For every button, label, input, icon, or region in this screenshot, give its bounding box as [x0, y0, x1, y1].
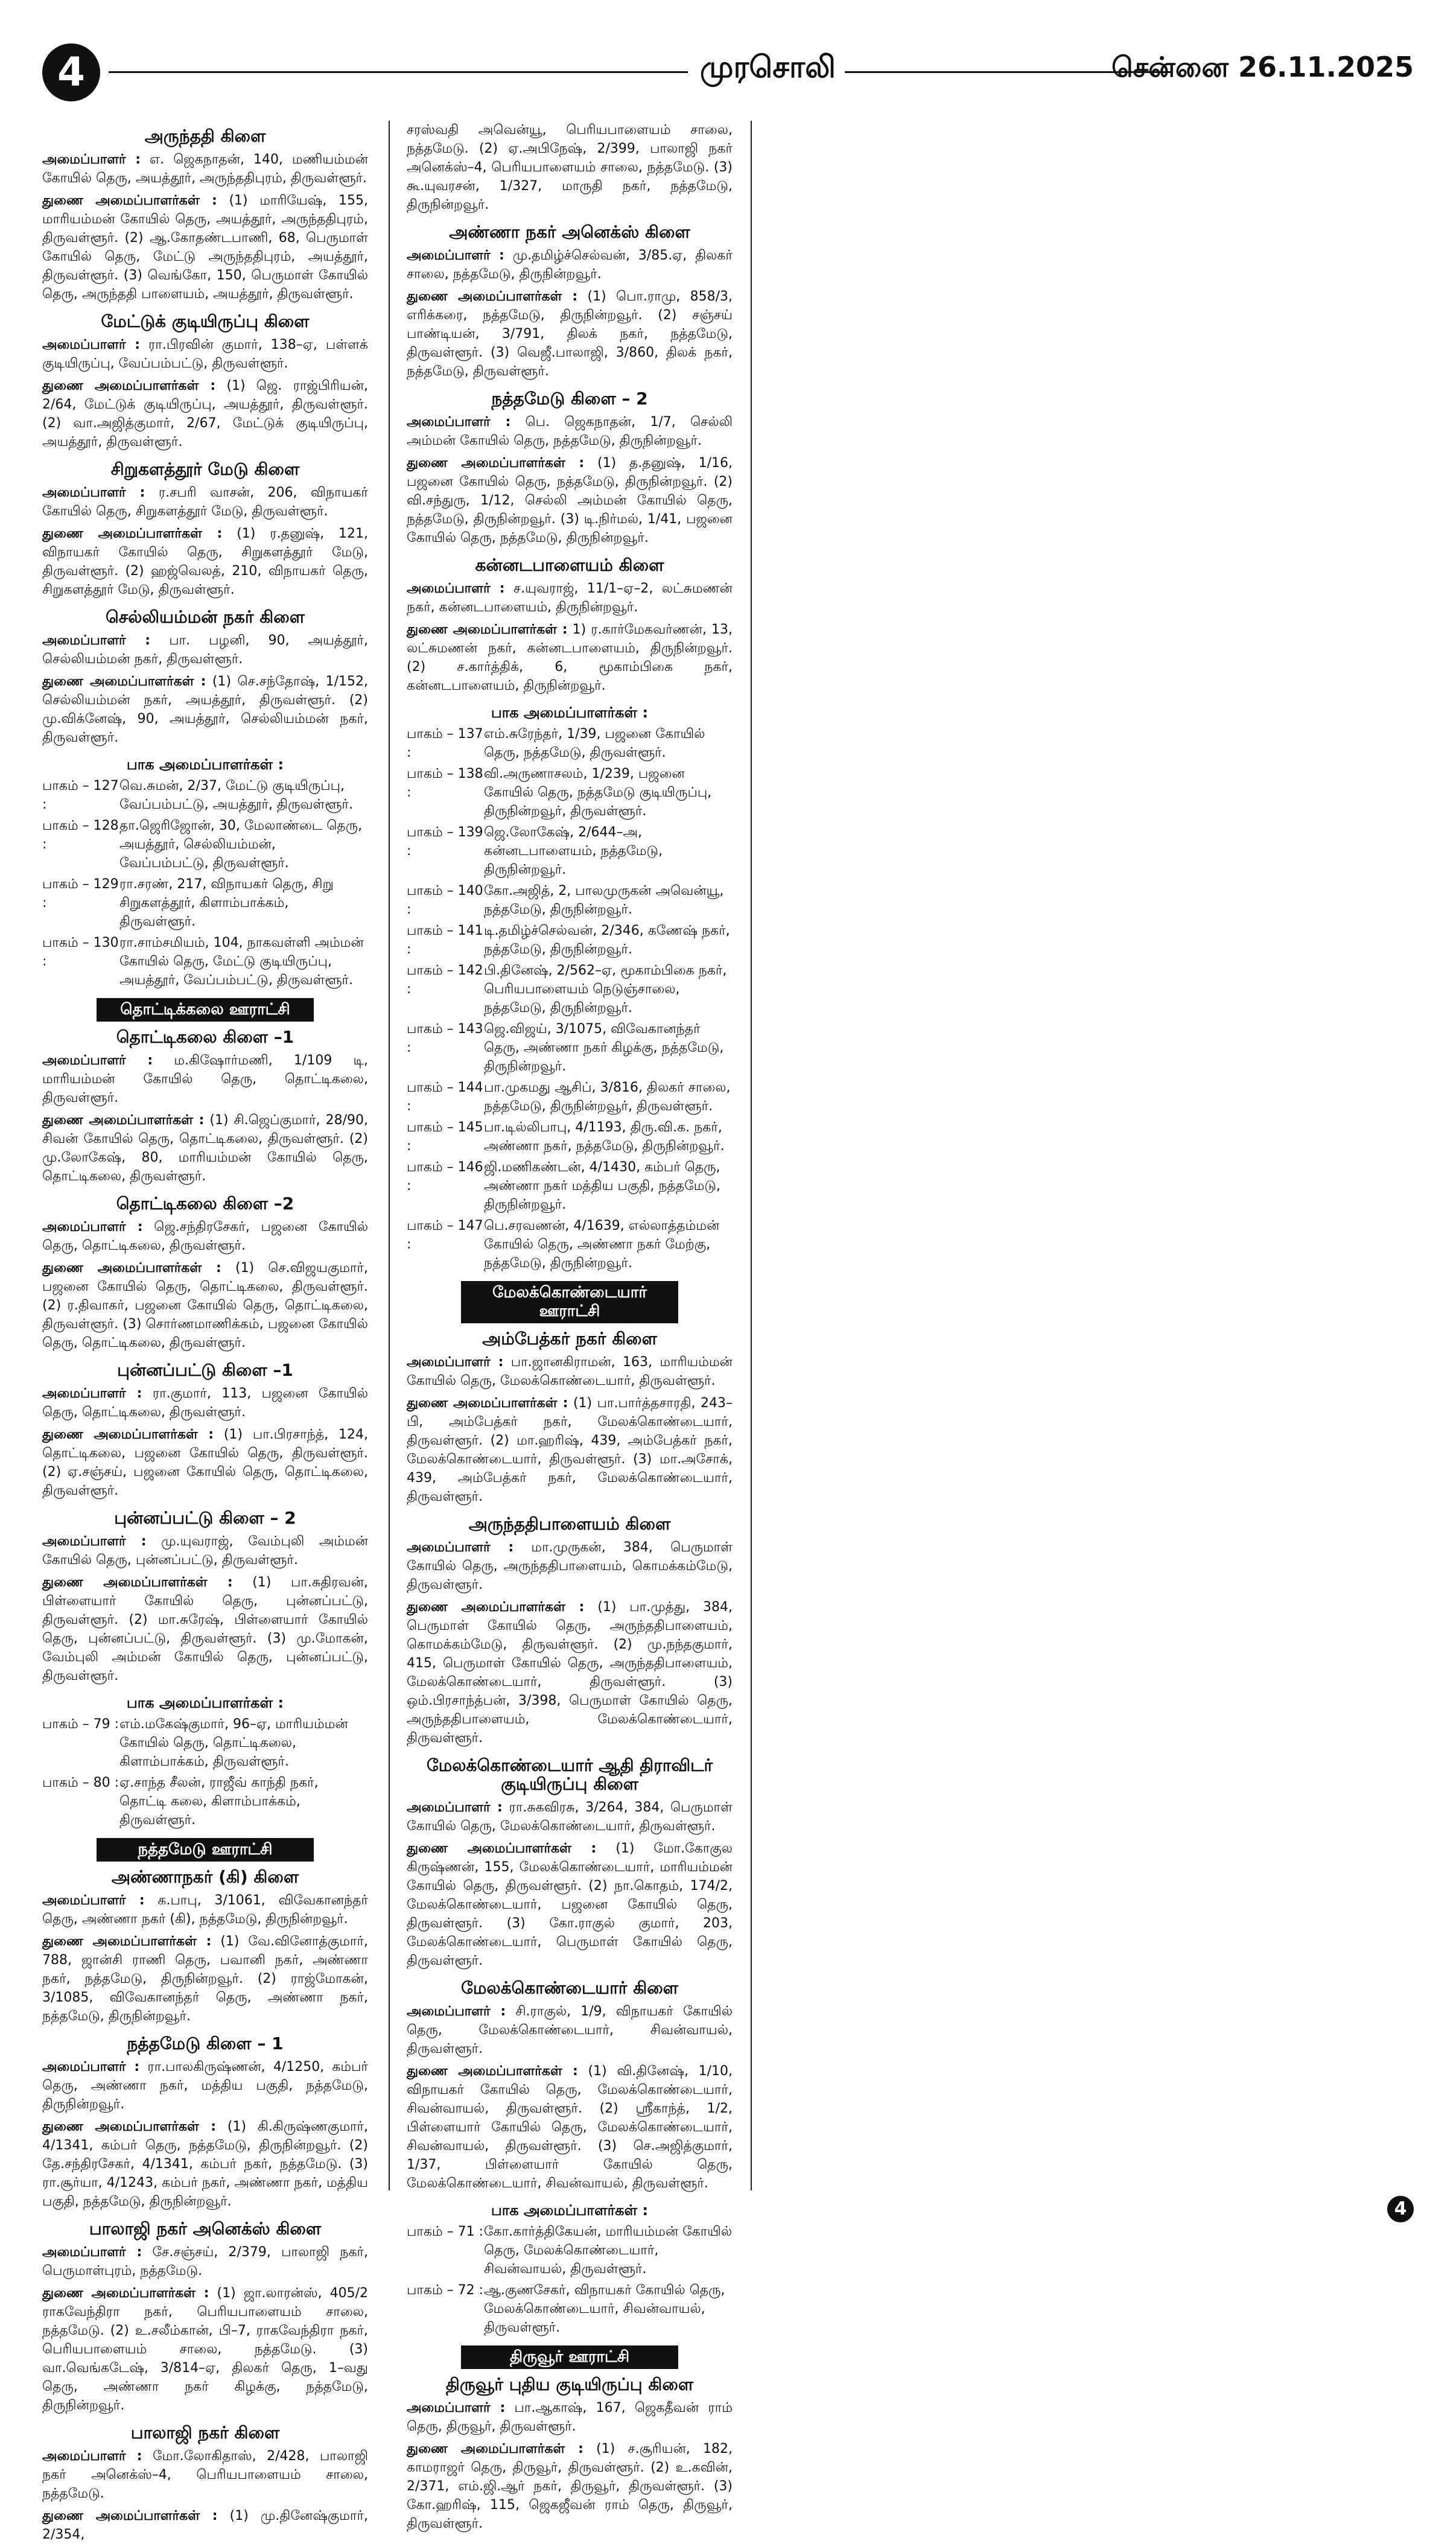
officer-entry [407, 620, 733, 695]
ward-number: பாகம் – 137 : [407, 727, 483, 760]
officer-entry [42, 150, 368, 188]
column-divider [751, 121, 752, 2190]
officer-entry [42, 2284, 368, 2415]
officer-entry [42, 191, 368, 304]
officer-entry [407, 287, 733, 381]
ward-row [407, 961, 733, 1017]
officer-text: (1) த.தனுஷ், 1/16, பஜனை கோயில் தெரு, நத்தமேடு, திருநின்றவூர். (2) வி.சந்துரு, 1/12, செல்லி அம்மன் கோயில் தெரு, நத்தமேடு, திருநின்றவூர். (3) டி.நிர்மல், 1/41, பஜனை கோயில் தெரு, நத்தமேடு, திருநின்றவூர். [407, 456, 733, 545]
officer-text: ச.யுவராஜ், 11/1–ஏ–2, லட்சுமணன் நகர், கன்னடபாளையம், திருநின்றவூர். [407, 581, 733, 615]
role-label: அமைப்பாளர் : [407, 248, 504, 263]
branch-title: திருவூர் புதிய குடியிருப்பு கிளை [445, 2374, 694, 2394]
officer-text: (1) பா.பிரசாந்த், 124, தொட்டிகலை, பஜனை கோயில் தெரு, திருவள்ளூர். (2) ஏ.சஞ்சய், பஜனை கோயில் தெரு, தொட்டிகலை, திருவள்ளூர். [42, 1427, 369, 1498]
officer-entry [407, 246, 733, 284]
header-rule-left [109, 71, 688, 73]
officer-text: (1) வி.தினேஷ், 1/10, விநாயகர் கோயில் தெரு, மேலக்கொண்டையார், சிவன்வாயல், திருவள்ளூர். (2) ஸ்ரீகாந்த், 1/2, பிள்ளையார் கோயில் தெரு, மேலக்கொண்டையார், சிவன்வாயல், திருவள்ளூர். (3) செ.அஜித்குமார், 1/37, பிள்ளையார் கோயில் தெரு, மேலக்கொண்டையார், சிவன்வாயல், திருவள்ளூர். [407, 2064, 733, 2191]
page-header [42, 43, 1414, 104]
role-label: துணை அமைப்பாளர்கள் : [42, 1261, 221, 1276]
officer-text: (1) பொ.ராமு, 858/3, எரிக்கரை, நத்தமேடு, திருநின்றவூர். (2) சஞ்சய் பாண்டியன், 3/791, திலக் நகர், நத்தமேடு, திருவள்ளூர். (3) வெஜீ.பாலாஜி, 3/860, திலக் நகர், நத்தமேடு, திருவள்ளூர். [407, 289, 733, 379]
officer-text: (1) பா.சுதிரவன், பிள்ளையார் கோயில் தெரு, புன்னப்பட்டு, திருவள்ளூர். (2) மா.சுரேஷ், பிள்ளையார் கோயில் தெரு, புன்னப்பட்டு, திருவள்ளூர். (3) மு.மோகன், வேம்புலி அம்மன் கோயில் தெரு, புன்னப்பட்டு, திருவள்ளூர். [42, 1575, 368, 1684]
branch-section [407, 2375, 733, 2533]
officer-text: மு.தமிழ்ச்செல்வன், 3/85.ஏ, திலகர் சாலை, நத்தமேடு, திருநின்றவூர். [407, 248, 733, 282]
ward-number: பாகம் – 140 : [407, 883, 483, 917]
role-label: துணை அமைப்பாளர்கள் : [42, 1427, 214, 1442]
officer-text: (1) மோ.கோகுல கிருஷ்ணன், 155, மேலக்கொண்டையார், மாரியம்மன் கோயில் தெரு, திருவள்ளூர். (2) நா.கொதம், 174/2, மேலக்கொண்டையார், பஜனை கோயில் தெரு, திருவள்ளூர். (3) கோ.ராகுல் குமார், 203, மேலக்கொண்டையார், பெருமாள் கோயில் தெரு, திருவள்ளூர். [407, 1841, 733, 1968]
officer-entry [42, 524, 368, 599]
ward-row [407, 921, 733, 959]
officer-text: ர.சபரி வாசன், 206, விநாயகர் கோயில் தெரு, சிறுகளத்தூர் மேடு, திருவள்ளூர். [42, 485, 368, 519]
ward-officer: கோ.அஜித், 2, பாலமுருகன் அவென்யூ, நத்தமேடு, திருநின்றவூர். [484, 883, 724, 917]
ward-number: பாகம் – 128 : [42, 818, 119, 852]
officer-text: (1) ச.சூரியன், 182, காமராஜர் தெரு, திருவூர், திருவள்ளூர். (2) உ.கவின், 2/371, எம்.ஜி.ஆர் நகர், திருவூர், திருவள்ளூர். (3) கோ.ஹரிஷ், 115, ஜெகஜீவன் ராம் தெரு, திருவூர், திருவள்ளூர். [407, 2441, 733, 2531]
ward-row [407, 1158, 733, 1214]
ward-row [407, 1020, 733, 1076]
ward-officer: கோ.கார்த்திகேயன், மாரியம்மன் கோயில் தெரு, மேலக்கொண்டையார், சிவன்வாயல், திருவள்ளூர். [484, 2224, 733, 2277]
branch-title: அண்ணா நகர் அனெக்ஸ் கிளை [449, 222, 690, 242]
role-label: அமைப்பாளர் : [407, 415, 511, 430]
officer-text: சி.ராகுல், 1/9, விநாயகர் கோயில் தெரு, மேலக்கொண்டையார், சிவன்வாயல், திருவள்ளூர். [407, 2004, 733, 2056]
ward-number: பாகம் – 142 : [407, 963, 483, 997]
branch-title: பாலாஜி நகர் கிளை [130, 2423, 280, 2443]
role-label: துணை அமைப்பாளர்கள் : [407, 2064, 578, 2079]
officer-text: எ. ஜெகநாதன், 140, மணியம்மன் கோயில் தெரு, அயத்தூர், அருந்ததிபுரம், திருவள்ளூர். [42, 152, 368, 186]
officer-text: (1) செ.சந்தோஷ், 1/152, செல்லியம்மன் நகர், அயத்தூர், திருவள்ளூர். (2) மு.விக்னேஷ், 90, அயத்தூர், செல்லியம்மன் நகர், திருவள்ளூர். [42, 674, 369, 745]
officer-entry [407, 413, 733, 450]
branch-title: நத்தமேடு கிளை – 2 [491, 389, 648, 409]
role-label: அமைப்பாளர் : [42, 1534, 147, 1549]
branch-title: மேலக்கொண்டையார் கிளை [460, 1978, 679, 1998]
officer-text: பா.ஜானகிராமன், 163, மாரியம்மன் கோயில் தெரு, மேலக்கொண்டையார், திருவள்ளூர். [407, 1355, 733, 1388]
branch-title: அருந்ததிபாளையம் கிளை [468, 1514, 671, 1534]
ward-list-heading: பாக அமைப்பாளர்கள் : [491, 2202, 649, 2219]
role-label: அமைப்பாளர் : [42, 633, 151, 648]
branch-section [407, 1979, 733, 2193]
officer-text: மா.முருகன், 384, பெருமாள் கோயில் தெரு, அருந்ததிபாளையம், கொமக்கம்மேடு, திருவள்ளூர். [407, 1540, 733, 1592]
branch-section [42, 1509, 368, 1685]
role-label: அமைப்பாளர் : [407, 2004, 506, 2019]
ward-row [407, 882, 733, 919]
officer-text: (1) மாரியேஷ், 155, மாரியம்மன் கோயில் தெரு, அயத்தூர், அருந்ததிபுரம், திருவள்ளூர். (2) ஆ.கோதண்டபாணி, 68, பெருமாள் கோயில் தெரு, மேட்டு அருந்ததிபுரம், அயத்தூர், திருவள்ளூர். (3) வெங்கோ, 150, பெருமாள் கோயில் தெரு, அருந்ததி பாளையம், அயத்தூர், திருவள்ளூர். [42, 193, 369, 302]
panchayat-heading: தொட்டிக்கலை ஊராட்சி [97, 998, 314, 1022]
officer-text: ரா.பாலகிருஷ்ணன், 4/1250, கம்பர் தெரு, அண்ணா நகர், மத்திய பகுதி, நத்தமேடு, திருநின்றவூர். [42, 2059, 368, 2112]
branch-section [407, 121, 733, 214]
branch-title: சிறுகளத்தூர் மேடு கிளை [110, 459, 300, 479]
ward-number: பாகம் – 144 : [407, 1080, 483, 1114]
officer-entry [407, 2002, 733, 2058]
branch-section [407, 223, 733, 381]
columns-area [42, 121, 1414, 2542]
ward-number: பாகம் – 138 : [407, 766, 483, 800]
officer-text: ரா.பிரவின் குமார், 138–ஏ, பள்ளக் குடியிருப்பு, வேப்பம்பட்டு, திருவள்ளூர். [42, 337, 368, 371]
ward-officer: ஜி.மணிகண்டன், 4/1430, கம்பர் தெரு, அண்ணா நகர் மத்திய பகுதி, நத்தமேடு, திருநின்றவூர். [484, 1160, 721, 1212]
branch-title: பாலாஜி நகர் அனெக்ஸ் கிளை [89, 2219, 322, 2239]
branch-section [407, 556, 733, 695]
role-label: அமைப்பாளர் : [407, 2400, 506, 2415]
branch-section [407, 1756, 733, 1970]
masthead: முரசொலி [700, 49, 836, 84]
officer-text: மோ.லோகிதாஸ், 2/428, பாலாஜி நகர் அனெக்ஸ்–4, பெரியபாளையம் சாலை, நத்தமேடு. [42, 2449, 368, 2501]
ward-number: பாகம் – 146 : [407, 1160, 483, 1194]
officer-entry [42, 2447, 368, 2503]
officer-entry [407, 1353, 733, 1390]
role-label: அமைப்பாளர் : [42, 1386, 142, 1401]
ward-officer: ஏ.சாந்த சீலன், ராஜீவ் காந்தி நகர், தொட்டி கலை, கிளாம்பாக்கம், திருவள்ளூர். [119, 1775, 319, 1828]
ward-number: பாகம் – 141 : [407, 923, 483, 957]
officer-entry [407, 2399, 733, 2436]
ward-officer: ஜெ.லோகேஷ், 2/644–அ, கன்னடபாளையம், நத்தமேடு, திருநின்றவூர். [484, 825, 663, 877]
officer-entry [42, 1573, 368, 1685]
ward-row [42, 875, 368, 931]
role-label: துணை அமைப்பாளர்கள் : [42, 2508, 218, 2523]
branch-section [42, 1028, 368, 1186]
branch-title: அருந்ததி கிளை [144, 126, 266, 146]
branch-title: செல்லியம்மன் நகர் கிளை [106, 607, 305, 627]
ward-number: பாகம் – 145 : [407, 1120, 483, 1154]
branch-section [42, 1361, 368, 1500]
role-label: அமைப்பாளர் : [42, 1053, 153, 1068]
officer-entry [42, 1111, 368, 1186]
ward-officer: ரா.சாம்சமியம், 104, நாகவள்ளி அம்மன் கோயில் தெரு, மேட்டு குடியிருப்பு, அயத்தூர், வேப்பம்பட்டு, திருவள்ளூர். [119, 935, 364, 988]
officer-text: ரா.சுகவிரசு, 3/264, 384, பெருமாள் கோயில் தெரு, மேலக்கொண்டையார், திருவள்ளூர். [407, 1800, 733, 1834]
role-label: துணை அமைப்பாளர்கள் : [42, 193, 217, 208]
page-number-footer: 4 [1387, 2196, 1414, 2222]
branch-section [407, 389, 733, 547]
ward-row [407, 725, 733, 762]
role-label: துணை அமைப்பாளர்கள் : [407, 1600, 585, 1615]
ward-row [407, 1216, 733, 1273]
city-date: சென்னை 26.11.2025 [1111, 51, 1414, 83]
officer-text: (1) ர.தனுஷ், 121, விநாயகர் கோயில் தெரு, சிறுகளத்தூர் மேடு, திருவள்ளூர். (2) ஹஜ்வெலத், 210, விநாயகர் தெரு, சிறுகளத்தூர் மேடு, திருவள்ளூர். [42, 526, 368, 597]
ward-row [407, 765, 733, 821]
ward-number: பாகம் – 130 : [42, 935, 119, 969]
branch-title: நத்தமேடு கிளை – 1 [127, 2034, 284, 2053]
role-label: துணை அமைப்பாளர்கள் : [42, 1934, 212, 1949]
column-1 [42, 121, 369, 2542]
role-label: அமைப்பாளர் : [407, 581, 505, 596]
officer-text: (1) ஜா.லாரன்ஸ், 405/2 ராகவேந்திரா நகர், பெரியபாளையம் சாலை, நத்தமேடு. (2) உ.சலீம்கான், பி–7, ராகவேந்திரா நகர், பெரியபாளையம் சாலை, நத்தமேடு. (3) வா.வெங்கடேஷ், 3/814–ஏ, திலகர் தெரு, 1–வது தெரு, அண்ணா நகர் கிழக்கு, நத்தமேடு, திருநின்றவூர். [42, 2286, 369, 2413]
role-label: துணை அமைப்பாளர்கள் : [407, 1396, 568, 1411]
role-label: அமைப்பாளர் : [407, 1800, 503, 1815]
officer-text: மு.யுவராஜ், வேம்புலி அம்மன் கோயில் தெரு, புன்னப்பட்டு, திருவள்ளூர். [42, 1534, 369, 1568]
ward-row [407, 2281, 733, 2337]
officer-entry [407, 2062, 733, 2193]
ward-number: பாகம் – 80 : [42, 1775, 119, 1790]
ward-officer: டி.தமிழ்ச்செல்வன், 2/346, கணேஷ் நகர், நத்தமேடு, திருநின்றவூர். [484, 923, 730, 957]
officer-entry [42, 335, 368, 373]
officer-text: பெ. ஜெகநாதன், 1/7, செல்லி அம்மன் கோயில் தெரு, நத்தமேடு, திருநின்றவூர். [407, 415, 733, 448]
officer-entry [42, 377, 368, 451]
officer-text: 1) ர.கார்மேகவர்ணன், 13, லட்சுமணன் நகர், கன்னடபாளையம், திருநின்றவூர். (2) ச.கார்த்திக், 6, மூகாம்பிகை நகர், கன்னடபாளையம், திருநின்றவூர். [407, 622, 733, 693]
branch-title: மேட்டுக் குடியிருப்பு கிளை [101, 311, 310, 331]
ward-officer: பெ.சரவணன், 4/1639, எல்லாத்தம்மன் கோயில் தெரு, அண்ணா நகர் மேற்கு, நத்தமேடு, திருநின்றவூர். [484, 1218, 720, 1271]
branch-section [42, 1194, 368, 1352]
officer-entry [42, 1218, 368, 1255]
ward-row [42, 816, 368, 873]
column-2 [407, 121, 733, 2531]
officer-entry [42, 2117, 368, 2211]
ward-officer: தா.ஜெரிஜோன், 30, மேலாண்டை தெரு, அயத்தூர், செல்லியம்மன், வேப்பம்பட்டு, திருவள்ளூர். [119, 818, 363, 871]
branch-title: புன்னப்பட்டு கிளை –1 [117, 1360, 293, 1380]
officer-text: (1) ஜெ. ராஜ்பிரியன், 2/64, மேட்டுக் குடியிருப்பு, அயத்தூர், திருவள்ளூர். (2) வா.அஜித்குமார், 2/67, மேட்டுக் குடியிருப்பு, அயத்தூர், திருவள்ளூர். [42, 378, 368, 450]
officer-entry [42, 1051, 368, 1107]
ward-officer: பி.தினேஷ், 2/562–ஏ, மூகாம்பிகை நகர், பெரியபாளையம் நெடுஞ்சாலை, நத்தமேடு, திருநின்றவூர். [484, 963, 727, 1016]
branch-section [407, 1329, 733, 1506]
column-divider [389, 121, 390, 2190]
ward-row [407, 2222, 733, 2278]
branch-title: தொட்டிகலை கிளை –1 [116, 1027, 294, 1047]
ward-number: பாகம் – 147 : [407, 1218, 483, 1252]
ward-officer: வெ.சுமன், 2/37, மேட்டு குடியிருப்பு, வேப்பம்பட்டு, அயத்தூர், திருவள்ளூர். [119, 778, 354, 812]
role-label: அமைப்பாளர் : [42, 485, 145, 500]
officer-entry [42, 483, 368, 521]
ward-number: பாகம் – 143 : [407, 1022, 483, 1055]
ward-list [42, 1694, 368, 1830]
role-label: அமைப்பாளர் : [42, 2059, 140, 2075]
role-label: அமைப்பாளர் : [42, 2449, 142, 2464]
officer-text: சே.சஞ்சய், 2/379, பாலாஜி நகர், பெருமாள்புரம், நத்தமேடு. [42, 2245, 369, 2278]
officer-text: (1) பா.முத்து, 384, பெருமாள் கோயில் தெரு, அருந்ததிபாளையம், கொமக்கம்மேடு, திருவள்ளூர். (2) மு.நந்தகுமார், 415, பெருமாள் கோயில் தெரு, அருந்ததிபாளையம், மேலக்கொண்டையார், திருவள்ளூர். (3) ஒம்.பிரசாந்த்பன், 3/398, பெருமாள் கோயில் தெரு, அருந்ததிபாளையம், மேலக்கொண்டையார், திருவள்ளூர். [407, 1600, 733, 1746]
officer-entry [407, 121, 733, 214]
officer-entry [42, 672, 368, 747]
role-label: துணை அமைப்பாளர்கள் : [42, 1575, 233, 1590]
branch-section [42, 312, 368, 451]
officer-entry [42, 1532, 368, 1569]
branch-section [42, 1868, 368, 2026]
panchayat-heading: மேலக்கொண்டையார் ஊராட்சி [461, 1281, 678, 1323]
role-label: துணை அமைப்பாளர்கள் : [42, 2286, 209, 2301]
ward-number: பாகம் – 71 : [407, 2224, 484, 2239]
ward-list [42, 755, 368, 990]
officer-text: ம.கிஷோர்மணி, 1/109 டி, மாரியம்மன் கோயில் தெரு, தொட்டிகலை, திருவள்ளூர். [42, 1053, 369, 1105]
officer-entry [407, 2440, 733, 2533]
branch-section [42, 608, 368, 747]
ward-number: பாகம் – 127 : [42, 778, 119, 812]
ward-row [42, 1715, 368, 1771]
ward-list [407, 2201, 733, 2337]
branch-section [42, 2423, 368, 2544]
ward-list-heading: பாக அமைப்பாளர்கள் : [126, 756, 284, 773]
role-label: அமைப்பாளர் : [407, 1355, 504, 1370]
role-label: துணை அமைப்பாளர்கள் : [407, 1841, 597, 1856]
role-label: துணை அமைப்பாளர்கள் : [407, 2441, 583, 2457]
branch-title: அம்பேத்கர் நகர் கிளை [482, 1329, 657, 1349]
officer-text: (1) மு.தினேஷ்குமார், 2/354, [42, 2508, 368, 2542]
officer-entry [42, 1425, 368, 1500]
branch-section [42, 460, 368, 599]
officer-text: (1) பா.பார்த்தசாரதி, 243–பி, அம்பேத்கர் நகர், மேலக்கொண்டையார், திருவள்ளூர். (2) மா.ஹரிஷ், 439, அம்பேத்கர் நகர், மேலக்கொண்டையார், திருவள்ளூர். (3) மா.அசோக், 439, அம்பேத்கர் நகர், மேலக்கொண்டையார், திருவள்ளூர். [407, 1396, 733, 1504]
panchayat-heading: திருவூர் ஊராட்சி [461, 2345, 678, 2369]
officer-entry [42, 2507, 368, 2544]
role-label: அமைப்பாளர் : [42, 152, 141, 167]
officer-entry [42, 631, 368, 669]
ward-row [407, 1118, 733, 1156]
branch-title: தொட்டிகலை கிளை –2 [116, 1194, 294, 1213]
ward-row [42, 933, 368, 990]
branch-title: புன்னப்பட்டு கிளை – 2 [114, 1508, 296, 1528]
ward-officer: எம்.மகேஷ்குமார், 96–ஏ, மாரியம்மன் கோயில் தெரு, தொட்டிகலை, கிளாம்பாக்கம், திருவள்ளூர். [119, 1717, 348, 1769]
officer-text: பா.ஆகாஷ், 167, ஜெகதீவன் ராம் தெரு, திருவூர், திருவள்ளூர். [407, 2400, 733, 2434]
role-label: துணை அமைப்பாளர்கள் : [42, 1113, 205, 1128]
ward-officer: ரா.சரண், 217, விநாயகர் தெரு, சிறு சிறுகளத்தூர், கிளாம்பாக்கம், திருவள்ளூர். [119, 877, 334, 929]
panchayat-heading: நத்தமேடு ஊராட்சி [97, 1838, 314, 1862]
role-label: துணை அமைப்பாளர்கள் : [407, 456, 585, 471]
officer-entry [407, 1839, 733, 1970]
role-label: துணை அமைப்பாளர்கள் : [42, 378, 216, 393]
officer-entry [42, 2058, 368, 2114]
ward-officer: ஆ.குணசேகர், விநாயகர் கோயில் தெரு, மேலக்கொண்டையார், சிவன்வாயல், திருவள்ளூர். [484, 2283, 725, 2335]
role-label: அமைப்பாளர் : [42, 1893, 145, 1908]
branch-section [42, 2034, 368, 2211]
role-label: அமைப்பாளர் : [407, 1540, 514, 1555]
role-label: துணை அமைப்பாளர்கள் : [407, 289, 578, 304]
ward-row [42, 1773, 368, 1830]
officer-text: பா. பழனி, 90, அயத்தூர், செல்லியம்மன் நகர், திருவள்ளூர். [42, 633, 368, 667]
officer-entry [407, 1598, 733, 1747]
officer-entry [42, 1932, 368, 2026]
ward-officer: ஜெ.விஜய், 3/1075, விவேகானந்தர் தெரு, அண்ணா நகர் கிழக்கு, நத்தமேடு, திருநின்றவூர். [484, 1022, 724, 1074]
officer-entry [407, 1538, 733, 1594]
branch-section [42, 2219, 368, 2415]
officer-entry [407, 579, 733, 617]
ward-number: பாகம் – 139 : [407, 825, 483, 859]
ward-number: பாகம் – 72 : [407, 2283, 484, 2298]
ward-number: பாகம் – 129 : [42, 877, 119, 911]
ward-row [407, 823, 733, 879]
branch-title: அண்ணாநகர் (கி) கிளை [111, 1867, 299, 1887]
ward-officer: பா.முகமது ஆசிப், 3/816, திலகர் சாலை, நத்தமேடு, திருநின்றவூர், திருவள்ளூர். [484, 1080, 731, 1114]
role-label: அமைப்பாளர் : [42, 1220, 143, 1235]
officer-entry [42, 1384, 368, 1422]
officer-text: (1) கி.கிருஷ்ணகுமார், 4/1341, கம்பர் தெரு, நத்தமேடு, திருநின்றவூர். (2) தே.சந்திரசேகர், 4/1341, கம்பர் நகர், நத்தமேடு. (3) ரா.சூர்யா, 4/1243, கம்பர் நகர், அண்ணா நகர், மத்திய பகுதி, நத்தமேடு, திருநின்றவூர். [42, 2119, 369, 2209]
officer-entry [42, 2243, 368, 2280]
branch-title: கன்னடபாளையம் கிளை [475, 555, 664, 575]
role-label: அமைப்பாளர் : [42, 2245, 142, 2260]
officer-text: (1) செ.விஜயகுமார், பஜனை கோயில் தெரு, தொட்டிகலை, திருவள்ளூர். (2) ர.திவாகர், பஜனை கோயில் தெரு, தொட்டிகலை, திருவள்ளூர். (3) சொர்ணமாணிக்கம், பஜனை கோயில் தெரு, தொட்டிகலை, திருவள்ளூர். [42, 1261, 368, 1350]
role-label: துணை அமைப்பாளர்கள் : [42, 2119, 217, 2134]
ward-officer: பா.டில்லிபாபு, 4/1193, திரு.வி.க. நகர், அண்ணா நகர், நத்தமேடு, திருநின்றவூர். [484, 1120, 725, 1154]
ward-list-heading: பாக அமைப்பாளர்கள் : [126, 1694, 284, 1711]
officer-text: சரஸ்வதி அவென்யூ, பெரியபாளையம் சாலை, நத்தமேடு. (2) ஏ.அபிநேஷ், 2/399, பாலாஜி நகர் அனெக்ஸ்–4, பெரியபாளையம் சாலை, நத்தமேடு. (3) கூ.யுவரசன், 1/327, மாருதி நகர், நத்தமேடு, திருநின்றவூர். [407, 122, 733, 212]
ward-officer: வி.அருணாசலம், 1/239, பஜனை கோயில் தெரு, நத்தமேடு குடியிருப்பு, திருநின்றவூர், திருவள்ளூர். [484, 766, 712, 819]
role-label: அமைப்பாளர் : [42, 337, 141, 352]
ward-officer: எம்.சுரேந்தர், 1/39, பஜனை கோயில் தெரு, நத்தமேடு, திருவள்ளூர். [484, 727, 705, 760]
ward-list [407, 704, 733, 1273]
officer-entry [407, 1394, 733, 1506]
officer-text: க.பாபு, 3/1061, விவேகானந்தர் தெரு, அண்ணா நகர் (கி), நத்தமேடு, திருநின்றவூர். [42, 1893, 368, 1927]
branch-title: மேலக்கொண்டையார் ஆதி திராவிடர் குடியிருப்பு கிளை [426, 1755, 713, 1794]
role-label: துணை அமைப்பாளர்கள் : [42, 526, 223, 541]
ward-number: பாகம் – 79 : [42, 1717, 119, 1732]
page-number: 4 [42, 43, 100, 101]
officer-text: (1) வே.வினோத்குமார், 788, ஜான்சி ராணி தெரு, பவானி நகர், அண்ணா நகர், நத்தமேடு, திருநின்றவூர். (2) ராஜ்மோகன், 3/1085, விவேகானந்தர் தெரு, அண்ணா நகர், நத்தமேடு, திருநின்றவூர். [42, 1934, 368, 2024]
branch-section [42, 127, 368, 304]
officer-entry [407, 1798, 733, 1836]
role-label: துணை அமைப்பாளர்கள் : [407, 622, 568, 637]
officer-text: ரா.குமார், 113, பஜனை கோயில் தெரு, தொட்டிகலை, திருவள்ளூர். [42, 1386, 369, 1420]
role-label: துணை அமைப்பாளர்கள் : [42, 674, 206, 689]
ward-row [42, 777, 368, 814]
branch-section [407, 1515, 733, 1747]
ward-list-heading: பாக அமைப்பாளர்கள் : [491, 704, 649, 721]
officer-entry [407, 454, 733, 547]
officer-entry [42, 1259, 368, 1352]
ward-row [407, 1078, 733, 1116]
officer-text: (1) சி.ஜெப்குமார், 28/90, சிவன் கோயில் தெரு, தொட்டிகலை, திருவள்ளூர். (2) மு.லோகேஷ், 80, மாரியம்மன் கோயில் தெரு, தொட்டிகலை, திருவள்ளூர். [42, 1113, 368, 1184]
officer-entry [42, 1891, 368, 1929]
officer-text: ஜெ.சந்திரசேகர், பஜனை கோயில் தெரு, தொட்டிகலை, திருவள்ளூர். [42, 1220, 368, 1253]
